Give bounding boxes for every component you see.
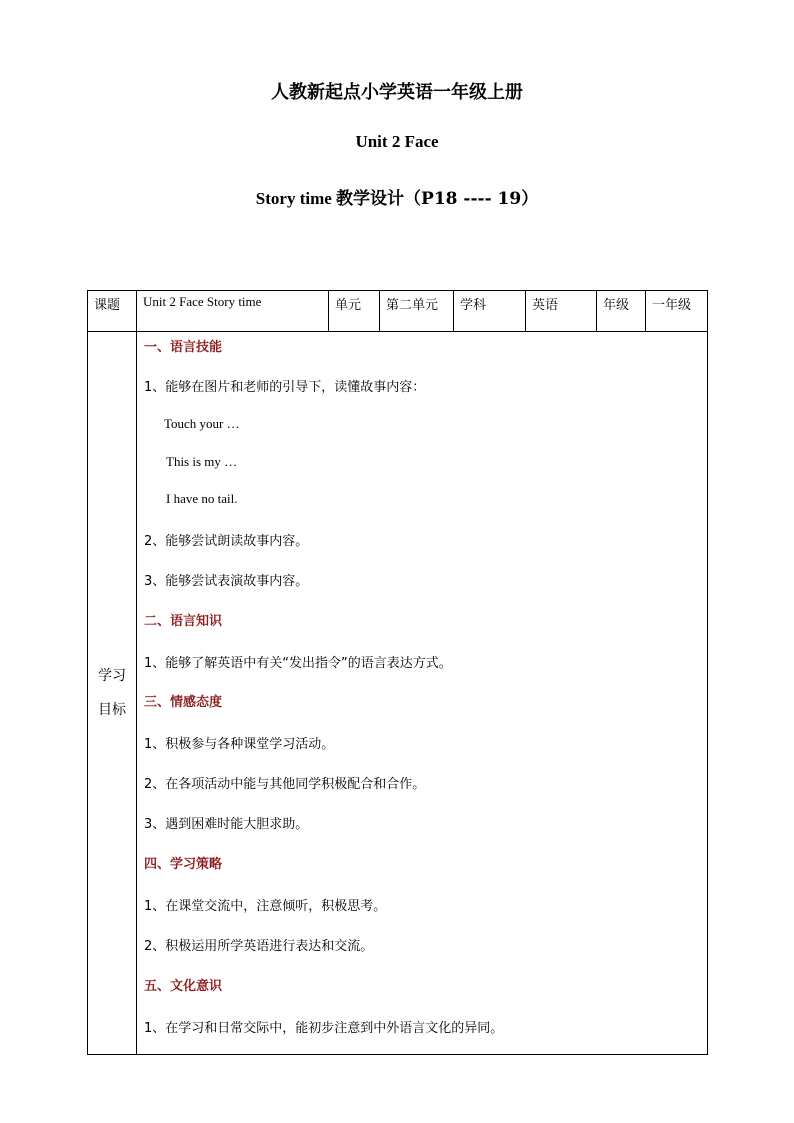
objective-item: 1、积极参与各种课堂学习活动。 — [144, 737, 335, 752]
objective-item: 2、在各项活动中能与其他同学积极配合和合作。 — [144, 777, 426, 792]
objective-item: 1、在学习和日常交际中，能初步注意到中外语言文化的异同。 — [144, 1021, 504, 1036]
objectives-label-line2: 目标 — [98, 702, 126, 718]
story-sentence: Touch your … — [164, 416, 240, 431]
lesson-title-cn: 教学设计（P18 ---- 19） — [336, 189, 539, 209]
objective-item: 1、在课堂交流中，注意倾听，积极思考。 — [144, 899, 387, 914]
lesson-title — [0, 184, 794, 209]
objectives-label-cell — [88, 332, 137, 1055]
header-cell-unit-label: 单元 — [329, 291, 380, 332]
lesson-title-en: Story time — [255, 189, 337, 208]
objectives-label-line1: 学习 — [98, 668, 126, 684]
section-heading-attitude: 三、情感态度 — [144, 695, 223, 710]
objective-item: 1、能够在图片和老师的引导下，读懂故事内容： — [144, 380, 426, 395]
section-heading-cultural-awareness: 五、文化意识 — [144, 979, 223, 994]
document-title: 人教新起点小学英语一年级上册 — [271, 82, 523, 103]
story-sentence: This is my … — [166, 454, 238, 469]
header-row — [88, 291, 708, 332]
header-cell-topic-value: Unit 2 Face Story time — [137, 291, 329, 332]
objective-item: 2、能够尝试朗读故事内容。 — [144, 534, 309, 549]
header-cell-grade-value: 一年级 — [646, 291, 708, 332]
unit-title: Unit 2 Face — [355, 132, 439, 151]
section-heading-language-skills: 一、语言技能 — [144, 340, 223, 355]
objective-item: 2、积极运用所学英语进行表达和交流。 — [144, 939, 374, 954]
objective-item: 3、能够尝试表演故事内容。 — [144, 574, 309, 589]
objectives-content-cell — [137, 332, 708, 1055]
section-heading-language-knowledge: 二、语言知识 — [144, 614, 223, 629]
header-cell-subject-label: 学科 — [454, 291, 526, 332]
header-cell-subject-value: 英语 — [526, 291, 597, 332]
header-cell-unit-value: 第二单元 — [380, 291, 454, 332]
story-sentence: I have no tail. — [166, 491, 238, 506]
section-heading-learning-strategies: 四、学习策略 — [144, 857, 223, 872]
objective-item: 1、能够了解英语中有关“发出指令”的语言表达方式。 — [144, 656, 452, 671]
objectives-row — [88, 332, 708, 1055]
header-cell-grade-label: 年级 — [597, 291, 646, 332]
header-cell-topic-label: 课题 — [88, 291, 137, 332]
objective-item: 3、遇到困难时能大胆求助。 — [144, 817, 309, 832]
lesson-plan-table — [87, 290, 708, 1055]
